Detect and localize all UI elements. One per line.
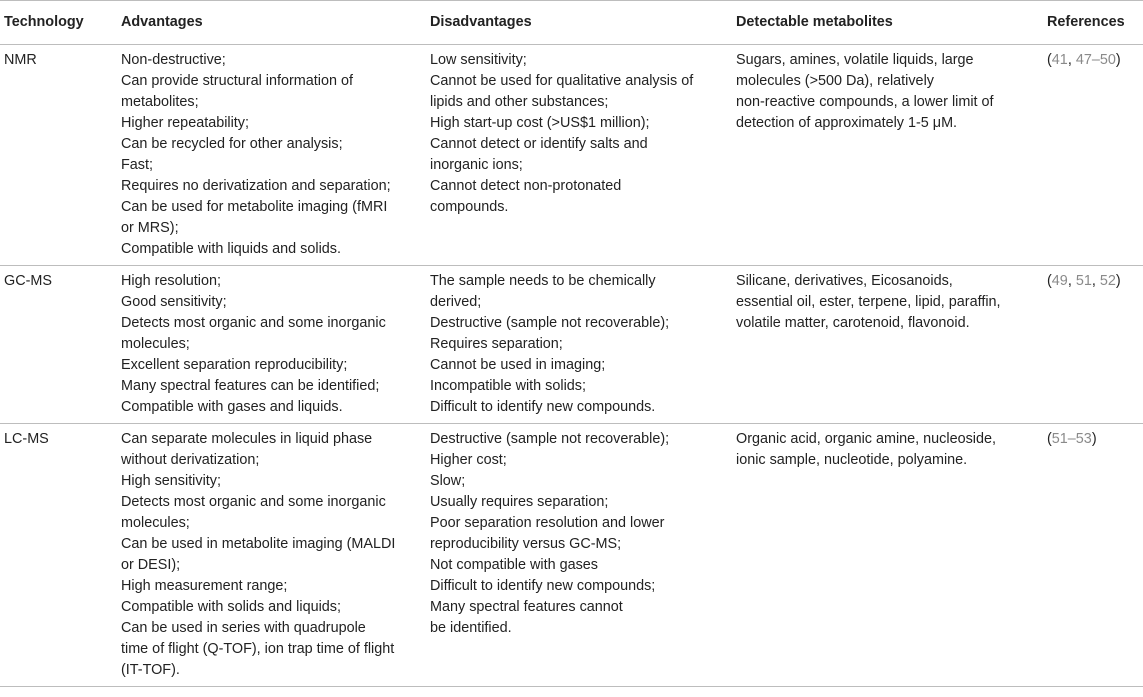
metabolites-cell xyxy=(732,424,1043,687)
disadvantage-line: Not compatible with gases xyxy=(430,557,598,573)
disadvantage-line: Destructive (sample not recoverable); xyxy=(430,431,670,447)
advantage-line: molecules; xyxy=(121,336,190,352)
reference-link[interactable]: 51–53 xyxy=(1051,431,1092,447)
disadvantage-line: Low sensitivity; xyxy=(430,52,527,68)
disadvantages-cell xyxy=(426,45,732,266)
reference-link[interactable]: 51 xyxy=(1075,273,1092,289)
table-row xyxy=(0,45,1143,266)
advantages-cell xyxy=(117,266,426,424)
metabolite-line: essential oil, ester, terpene, lipid, paraffin, xyxy=(736,294,1001,310)
table-body xyxy=(0,45,1143,687)
advantage-line: Many spectral features can be identified; xyxy=(121,378,380,394)
disadvantages-cell xyxy=(426,424,732,687)
advantage-line: molecules; xyxy=(121,515,190,531)
metabolites-cell xyxy=(732,266,1043,424)
advantage-line: Excellent separation reproducibility; xyxy=(121,357,348,373)
advantage-line: Fast; xyxy=(121,157,153,173)
disadvantage-line: compounds. xyxy=(430,199,509,215)
advantage-line: Can be used for metabolite imaging (fMRI xyxy=(121,199,388,215)
reference-link[interactable]: 49 xyxy=(1051,273,1068,289)
reference-link[interactable]: 52 xyxy=(1099,273,1116,289)
header-references: References xyxy=(1043,1,1143,45)
metabolite-line: detection of approximately 1-5 μM. xyxy=(736,115,958,131)
metabolite-line: ionic sample, nucleotide, polyamine. xyxy=(736,452,968,468)
disadvantage-line: Destructive (sample not recoverable); xyxy=(430,315,670,331)
advantage-line: Requires no derivatization and separation; xyxy=(121,178,391,194)
advantage-line: High sensitivity; xyxy=(121,473,221,489)
table-row xyxy=(0,266,1143,424)
header-detectable-metabolites: Detectable metabolites xyxy=(732,1,1043,45)
advantage-line: Detects most organic and some inorganic xyxy=(121,315,386,331)
references-cell xyxy=(1043,45,1143,266)
metabolite-line: non-reactive compounds, a lower limit of xyxy=(736,94,994,110)
advantage-line: Can be used in series with quadrupole xyxy=(121,620,366,636)
advantage-line: or MRS); xyxy=(121,220,179,236)
technology-cell: GC-MS xyxy=(0,266,117,424)
metabolite-line: Organic acid, organic amine, nucleoside, xyxy=(736,431,996,447)
advantage-line: Good sensitivity; xyxy=(121,294,227,310)
ref-separator: , xyxy=(1067,52,1076,68)
ref-open: ( xyxy=(1047,273,1052,289)
disadvantage-line: derived; xyxy=(430,294,482,310)
ref-separator: , xyxy=(1091,273,1100,289)
disadvantage-line: reproducibility versus GC-MS; xyxy=(430,536,622,552)
header-advantages: Advantages xyxy=(117,1,426,45)
advantage-line: (IT-TOF). xyxy=(121,662,180,678)
advantages-cell xyxy=(117,424,426,687)
advantage-line: Detects most organic and some inorganic xyxy=(121,494,386,510)
disadvantage-line: Cannot be used in imaging; xyxy=(430,357,606,373)
disadvantage-line: Higher cost; xyxy=(430,452,507,468)
advantage-line: Compatible with solids and liquids; xyxy=(121,599,341,615)
advantage-line: Can separate molecules in liquid phase xyxy=(121,431,373,447)
ref-separator: , xyxy=(1067,273,1076,289)
advantage-line: Non-destructive; xyxy=(121,52,226,68)
disadvantage-line: Requires separation; xyxy=(430,336,563,352)
disadvantage-line: High start-up cost (>US$1 million); xyxy=(430,115,650,131)
table-row xyxy=(0,424,1143,687)
advantages-cell xyxy=(117,45,426,266)
header-technology: Technology xyxy=(0,1,117,45)
advantage-line: Can be recycled for other analysis; xyxy=(121,136,343,152)
ref-close: ) xyxy=(1115,52,1121,68)
reference-link[interactable]: 41 xyxy=(1051,52,1068,68)
references-cell xyxy=(1043,424,1143,687)
disadvantage-line: Usually requires separation; xyxy=(430,494,609,510)
disadvantage-line: Poor separation resolution and lower xyxy=(430,515,665,531)
metabolite-line: volatile matter, carotenoid, flavonoid. xyxy=(736,315,970,331)
disadvantage-line: Cannot detect non-protonated xyxy=(430,178,622,194)
advantage-line: Compatible with gases and liquids. xyxy=(121,399,343,415)
reference-link[interactable]: 47–50 xyxy=(1075,52,1116,68)
ref-close: ) xyxy=(1115,273,1121,289)
technology-cell: NMR xyxy=(0,45,117,266)
advantage-line: Compatible with liquids and solids. xyxy=(121,241,341,257)
advantage-line: High resolution; xyxy=(121,273,221,289)
header-disadvantages: Disadvantages xyxy=(426,1,732,45)
metabolites-cell xyxy=(732,45,1043,266)
ref-close: ) xyxy=(1091,431,1097,447)
disadvantage-line: Slow; xyxy=(430,473,466,489)
disadvantages-cell xyxy=(426,266,732,424)
disadvantage-line: Cannot be used for qualitative analysis of xyxy=(430,73,694,89)
metabolite-line: Silicane, derivatives, Eicosanoids, xyxy=(736,273,953,289)
disadvantage-line: inorganic ions; xyxy=(430,157,523,173)
ref-open: ( xyxy=(1047,52,1052,68)
metabolite-line: molecules (>500 Da), relatively xyxy=(736,73,934,89)
advantage-line: time of flight (Q-TOF), ion trap time of flight xyxy=(121,641,395,657)
disadvantage-line: Incompatible with solids; xyxy=(430,378,586,394)
disadvantage-line: be identified. xyxy=(430,620,512,636)
technology-cell: LC-MS xyxy=(0,424,117,687)
advantage-line: Can be used in metabolite imaging (MALDI xyxy=(121,536,396,552)
disadvantage-line: The sample needs to be chemically xyxy=(430,273,656,289)
ref-open: ( xyxy=(1047,431,1052,447)
disadvantage-line: lipids and other substances; xyxy=(430,94,609,110)
metabolite-line: Sugars, amines, volatile liquids, large xyxy=(736,52,974,68)
disadvantage-line: Many spectral features cannot xyxy=(430,599,623,615)
advantage-line: High measurement range; xyxy=(121,578,288,594)
advantage-line: Can provide structural information of xyxy=(121,73,353,89)
advantage-line: Higher repeatability; xyxy=(121,115,249,131)
disadvantage-line: Difficult to identify new compounds; xyxy=(430,578,656,594)
references-cell xyxy=(1043,266,1143,424)
advantage-line: metabolites; xyxy=(121,94,199,110)
disadvantage-line: Cannot detect or identify salts and xyxy=(430,136,648,152)
header-row xyxy=(0,1,1143,45)
advantage-line: or DESI); xyxy=(121,557,181,573)
disadvantage-line: Difficult to identify new compounds. xyxy=(430,399,656,415)
advantage-line: without derivatization; xyxy=(121,452,260,468)
